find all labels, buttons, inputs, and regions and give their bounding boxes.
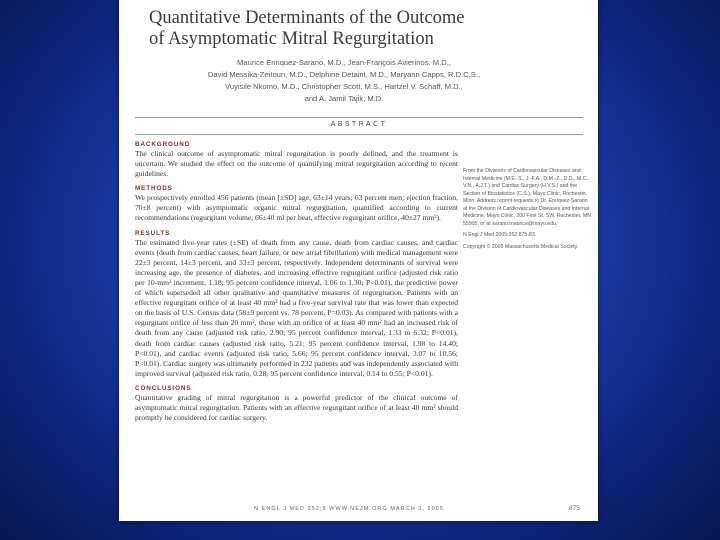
section-label: BACKGROUND (135, 141, 191, 148)
section-conclusions (135, 384, 458, 423)
running-footer: N ENGL J MED 352;9 WWW.NEJM.ORG MARCH 3, 2005 (254, 506, 444, 512)
author-list (139, 57, 549, 105)
section-methods (135, 184, 458, 223)
authors-line-4: and A. Jamil Tajik, M.D. (304, 94, 384, 103)
authors-line-3: Vuyisile Nkomo, M.D., Christopher Scott, M.S., Hartzel V. Schaff, M.D., (225, 82, 463, 91)
section-label: METHODS (135, 185, 173, 193)
affiliation-sidenote (463, 168, 591, 255)
section-text: We prospectively enrolled 456 patients (mean [±SD] age, 63±14 years; 63 percent men; ejection fraction, 70±8 percent) with asymptomatic organic mitral regurgitation, quantified according to current recommendations (regurgitant volume, 66±40 ml per beat, effective regurgitant orifice, 40±27 mm²). (135, 193, 458, 223)
article-title (149, 8, 569, 50)
abstract-body (135, 140, 458, 428)
page-number: 875 (569, 505, 580, 512)
title-line-2: of Asymptomatic Mitral Regurgitation (149, 29, 434, 49)
affiliation-text: From the Divisions of Cardiovascular Diseases and Internal Medicine (M.E.-S., J.-F.A., D.M.-Z., D.D., M.C., V.N., A.J.T.) and Cardiac Surgery (H.V.S.) and the Section of Biostatistics (C.S.), Mayo Clinic, Rochester, Minn. Address reprint requests to Dr. Enriquez-Sarano at the Division of Cardiovascular Diseases and Internal Medicine, Mayo Clinic, 200 First St. SW, Rochester, MN 55905, or at sarano.maurice@mayo.edu. (463, 168, 591, 227)
journal-page (119, 0, 598, 521)
section-results (135, 229, 458, 379)
title-line-1: Quantitative Determinants of the Outcome (149, 8, 465, 28)
section-background (135, 140, 458, 179)
abstract-rule-top (135, 117, 583, 118)
authors-line-2: David Messika-Zeitoun, M.D., Delphine Detaint, M.D., Maryann Capps, R.D.C.S., (207, 70, 481, 79)
section-label: RESULTS (135, 229, 171, 237)
abstract-heading: ABSTRACT (330, 121, 388, 128)
section-text: The estimated five-year rates (±SE) of death from any cause, death from cardiac causes, and cardiac events (death from cardiac causes, heart failure, or new atrial fibrillation) with medical management were 22±3 percent, 14±3 percent, and 33±3 percent, respectively. Independent determinants of survival were increasing age, the presence of diabetes, and increasing effective regurgitant orifice (adjusted risk ratio per 10-mm² increment, 1.18; 95 percent confidence interval, 1.06 to 1.30; P<0.01), the predictive power of which superseded all other qualitative and quantitative measures of regurgitation. Patients with an effective regurgitant orifice of at least 40 mm² had a five-year survival rate that was lower than expected on the basis of U.S. Census data (58±9 percent vs. 78 percent, P=0.03). As compared with patients with a regurgitant orifice of less than 20 mm², those with an orifice of at least 40 mm² had an increased risk of death from any cause (adjusted risk ratio, 2.90; 95 percent confidence interval, 1.33 to 6.32; P<0.01), death from cardiac causes (adjusted risk ratio, 5.21; 95 percent confidence interval, 1.98 to 14.40; P<0.01), and cardiac events (adjusted risk ratio, 5.66; 95 percent confidence interval, 3.07 to 10.56; P<0.01). Cardiac surgery was ultimately performed in 232 patients and was independently associated with improved survival (adjusted risk ratio, 0.28; 95 percent confidence interval, 0.14 to 0.55; P<0.01). (135, 237, 458, 378)
authors-line-1: Maurice Enriquez-Sarano, M.D., Jean-François Avierinos, M.D., (237, 58, 451, 67)
section-label: CONCLUSIONS (135, 384, 192, 392)
section-text: The clinical outcome of asymptomatic mitral regurgitation is poorly defined, and the treatment is uncertain. We studied the effect on the outcome of quantifying mitral regurgitation according to recent guidelines. (135, 149, 458, 179)
copyright-text: Copyright © 2005 Massachusetts Medical Society. (463, 243, 579, 250)
citation-text: N Engl J Med 2005;352:875-83. (463, 232, 537, 238)
section-text: Quantitative grading of mitral regurgitation is a powerful predictor of the clinical outcome of asymptomatic mitral regurgitation. Patients with an effective regurgitant orifice of at least 40 mm² should promptly be considered for cardiac surgery. (135, 392, 458, 423)
abstract-rule-bottom (135, 134, 583, 135)
